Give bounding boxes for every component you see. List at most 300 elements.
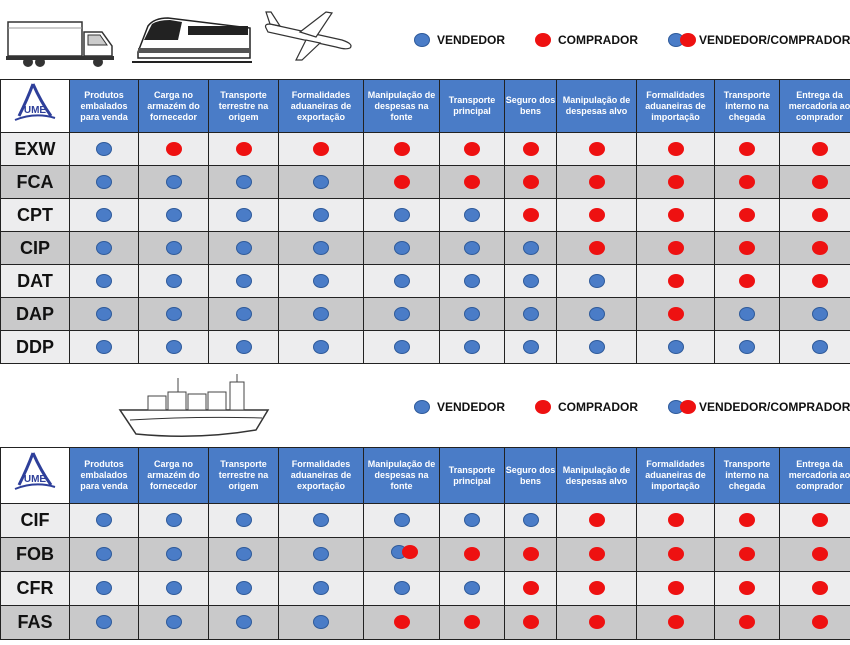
responsibility-cell — [637, 538, 715, 572]
header-row — [1, 448, 850, 504]
responsibility-cell — [139, 572, 209, 606]
ship-icon — [118, 372, 270, 442]
responsibility-cell — [715, 606, 780, 640]
incoterm-code: CIF — [1, 504, 70, 538]
responsibility-cell — [505, 504, 557, 538]
seller-dot-icon — [739, 340, 755, 354]
buyer-dot-icon — [589, 513, 605, 527]
responsibility-cell — [364, 331, 440, 364]
seller-dot-icon — [414, 33, 430, 47]
table-row — [1, 572, 850, 606]
responsibility-cell — [139, 265, 209, 298]
seller-dot-icon — [236, 307, 252, 321]
table-row — [1, 199, 850, 232]
column-header: Formalidades aduaneiras de exportação — [279, 448, 364, 504]
buyer-dot-icon — [739, 274, 755, 288]
seller-dot-icon — [166, 340, 182, 354]
incoterm-code: DAT — [1, 265, 70, 298]
buyer-dot-icon — [394, 142, 410, 156]
responsibility-cell — [139, 166, 209, 199]
buyer-dot-icon — [589, 175, 605, 189]
seller-dot-icon — [523, 241, 539, 255]
column-header: Carga no armazém do fornecedor — [139, 80, 209, 133]
responsibility-cell — [715, 133, 780, 166]
buyer-dot-icon — [812, 513, 828, 527]
seller-dot-icon — [236, 208, 252, 222]
buyer-dot-icon — [680, 33, 696, 47]
truck-icon — [6, 18, 118, 68]
responsibility-cell — [70, 133, 139, 166]
ume-logo — [11, 451, 59, 495]
seller-dot-icon — [236, 241, 252, 255]
airplane-icon — [262, 10, 357, 62]
table-row — [1, 606, 850, 640]
column-header: Manipulação de despesas na fonte — [364, 80, 440, 133]
buyer-dot-icon — [668, 208, 684, 222]
responsibility-cell — [637, 232, 715, 265]
buyer-dot-icon — [668, 513, 684, 527]
seller-dot-icon — [394, 274, 410, 288]
responsibility-cell — [440, 133, 505, 166]
buyer-dot-icon — [523, 581, 539, 595]
incoterm-code: EXW — [1, 133, 70, 166]
seller-dot-icon — [739, 307, 755, 321]
responsibility-cell — [715, 232, 780, 265]
responsibility-cell — [279, 538, 364, 572]
responsibility-cell — [715, 298, 780, 331]
responsibility-cell — [279, 572, 364, 606]
buyer-dot-icon — [236, 142, 252, 156]
responsibility-cell — [209, 298, 279, 331]
buyer-dot-icon — [523, 547, 539, 561]
responsibility-cell — [364, 538, 440, 572]
seller-dot-icon — [394, 513, 410, 527]
seller-dot-icon — [96, 547, 112, 561]
legend-both: VENDEDOR/COMPRADOR — [668, 400, 850, 414]
responsibility-cell — [440, 232, 505, 265]
responsibility-cell — [557, 538, 637, 572]
buyer-dot-icon — [739, 208, 755, 222]
seller-dot-icon — [414, 400, 430, 414]
responsibility-cell — [139, 504, 209, 538]
column-header: Manipulação de despesas alvo — [557, 80, 637, 133]
buyer-dot-icon — [739, 142, 755, 156]
responsibility-cell — [364, 298, 440, 331]
column-header: Produtos embalados para venda — [70, 80, 139, 133]
responsibility-cell — [70, 166, 139, 199]
seller-dot-icon — [523, 513, 539, 527]
seller-dot-icon — [96, 581, 112, 595]
table-row — [1, 504, 850, 538]
column-header: Seguro dos bens — [505, 80, 557, 133]
responsibility-cell — [505, 538, 557, 572]
responsibility-cell — [780, 538, 850, 572]
buyer-dot-icon — [739, 615, 755, 629]
responsibility-cell — [139, 331, 209, 364]
legend-seller: VENDEDOR — [414, 400, 505, 414]
seller-dot-icon — [812, 340, 828, 354]
buyer-dot-icon — [394, 615, 410, 629]
seller-dot-icon — [464, 513, 480, 527]
seller-dot-icon — [96, 340, 112, 354]
responsibility-cell — [209, 331, 279, 364]
seller-dot-icon — [313, 307, 329, 321]
responsibility-cell — [637, 133, 715, 166]
responsibility-cell — [139, 199, 209, 232]
seller-dot-icon — [96, 241, 112, 255]
responsibility-cell — [70, 572, 139, 606]
buyer-dot-icon — [402, 545, 418, 559]
column-header: Transporte principal — [440, 448, 505, 504]
table-row — [1, 298, 850, 331]
seller-dot-icon — [236, 547, 252, 561]
seller-dot-icon — [313, 340, 329, 354]
buyer-dot-icon — [812, 142, 828, 156]
buyer-dot-icon — [523, 175, 539, 189]
responsibility-cell — [440, 538, 505, 572]
responsibility-cell — [780, 298, 850, 331]
column-header: Carga no armazém do fornecedor — [139, 448, 209, 504]
responsibility-cell — [780, 265, 850, 298]
responsibility-cell — [70, 298, 139, 331]
incoterms-table-maritime — [0, 447, 850, 640]
responsibility-cell — [364, 199, 440, 232]
responsibility-cell — [209, 166, 279, 199]
buyer-dot-icon — [668, 175, 684, 189]
responsibility-cell — [780, 166, 850, 199]
table-row — [1, 265, 850, 298]
responsibility-cell — [780, 331, 850, 364]
seller-dot-icon — [313, 547, 329, 561]
logo-cell — [1, 448, 70, 504]
svg-text:UME: UME — [23, 104, 47, 116]
buyer-dot-icon — [812, 175, 828, 189]
buyer-dot-icon — [523, 615, 539, 629]
buyer-dot-icon — [668, 581, 684, 595]
seller-dot-icon — [394, 241, 410, 255]
responsibility-cell — [279, 199, 364, 232]
responsibility-cell — [209, 538, 279, 572]
responsibility-cell — [557, 133, 637, 166]
responsibility-cell — [780, 572, 850, 606]
seller-dot-icon — [464, 581, 480, 595]
column-header: Produtos embalados para venda — [70, 448, 139, 504]
responsibility-cell — [209, 265, 279, 298]
responsibility-cell — [364, 606, 440, 640]
responsibility-cell — [637, 298, 715, 331]
table-row — [1, 331, 850, 364]
seller-dot-icon — [96, 175, 112, 189]
seller-dot-icon — [313, 241, 329, 255]
seller-dot-icon — [589, 340, 605, 354]
responsibility-cell — [209, 133, 279, 166]
legend-bottom — [414, 400, 850, 414]
responsibility-cell — [557, 572, 637, 606]
responsibility-cell — [715, 166, 780, 199]
buyer-dot-icon — [313, 142, 329, 156]
responsibility-cell — [440, 265, 505, 298]
responsibility-cell — [557, 199, 637, 232]
responsibility-cell — [557, 265, 637, 298]
seller-dot-icon — [96, 208, 112, 222]
responsibility-cell — [364, 572, 440, 606]
responsibility-cell — [364, 504, 440, 538]
responsibility-cell — [70, 232, 139, 265]
table-row — [1, 133, 850, 166]
responsibility-cell — [279, 232, 364, 265]
responsibility-cell — [505, 572, 557, 606]
seller-dot-icon — [464, 307, 480, 321]
buyer-dot-icon — [589, 547, 605, 561]
legend-buyer: COMPRADOR — [535, 400, 638, 414]
seller-dot-icon — [394, 208, 410, 222]
responsibility-cell — [715, 504, 780, 538]
buyer-dot-icon — [589, 581, 605, 595]
buyer-dot-icon — [739, 175, 755, 189]
responsibility-cell — [780, 133, 850, 166]
column-header: Formalidades aduaneiras de importação — [637, 448, 715, 504]
buyer-dot-icon — [589, 241, 605, 255]
column-header: Entrega da mercadoria ao comprador — [780, 80, 850, 133]
seller-dot-icon — [668, 340, 684, 354]
seller-dot-icon — [236, 615, 252, 629]
responsibility-cell — [440, 504, 505, 538]
responsibility-cell — [505, 199, 557, 232]
responsibility-cell — [557, 504, 637, 538]
responsibility-cell — [279, 606, 364, 640]
responsibility-cell — [209, 504, 279, 538]
responsibility-cell — [440, 331, 505, 364]
buyer-dot-icon — [464, 142, 480, 156]
legend-top — [414, 33, 850, 47]
column-header: Formalidades aduaneiras de importação — [637, 80, 715, 133]
column-header: Manipulação de despesas na fonte — [364, 448, 440, 504]
responsibility-cell — [70, 331, 139, 364]
incoterm-code: FAS — [1, 606, 70, 640]
responsibility-cell — [557, 232, 637, 265]
responsibility-cell — [440, 572, 505, 606]
incoterm-code: CPT — [1, 199, 70, 232]
column-header: Transporte terrestre na origem — [209, 80, 279, 133]
legend-seller: VENDEDOR — [414, 33, 505, 47]
responsibility-cell — [139, 232, 209, 265]
buyer-dot-icon — [812, 581, 828, 595]
responsibility-cell — [557, 166, 637, 199]
seller-dot-icon — [166, 615, 182, 629]
responsibility-cell — [505, 298, 557, 331]
seller-dot-icon — [313, 615, 329, 629]
ume-logo — [11, 82, 59, 126]
responsibility-cell — [780, 504, 850, 538]
incoterm-code: CIP — [1, 232, 70, 265]
incoterm-code: FCA — [1, 166, 70, 199]
buyer-dot-icon — [589, 208, 605, 222]
buyer-dot-icon — [668, 142, 684, 156]
responsibility-cell — [715, 572, 780, 606]
responsibility-cell — [505, 166, 557, 199]
seller-dot-icon — [166, 513, 182, 527]
responsibility-cell — [440, 298, 505, 331]
responsibility-cell — [505, 232, 557, 265]
buyer-dot-icon — [812, 547, 828, 561]
buyer-dot-icon — [668, 274, 684, 288]
responsibility-cell — [440, 606, 505, 640]
seller-dot-icon — [313, 175, 329, 189]
responsibility-cell — [505, 265, 557, 298]
buyer-dot-icon — [812, 241, 828, 255]
responsibility-cell — [637, 265, 715, 298]
table-row — [1, 232, 850, 265]
column-header: Seguro dos bens — [505, 448, 557, 504]
column-header: Transporte interno na chegada — [715, 80, 780, 133]
legend-buyer: COMPRADOR — [535, 33, 638, 47]
buyer-dot-icon — [535, 400, 551, 414]
responsibility-cell — [780, 232, 850, 265]
responsibility-cell — [279, 504, 364, 538]
incoterm-code: FOB — [1, 538, 70, 572]
buyer-dot-icon — [812, 274, 828, 288]
buyer-dot-icon — [812, 208, 828, 222]
legend-both: VENDEDOR/COMPRADOR — [668, 33, 850, 47]
buyer-dot-icon — [166, 142, 182, 156]
header-row — [1, 80, 850, 133]
seller-dot-icon — [236, 274, 252, 288]
responsibility-cell — [70, 606, 139, 640]
column-header: Transporte terrestre na origem — [209, 448, 279, 504]
buyer-dot-icon — [523, 208, 539, 222]
seller-dot-icon — [589, 274, 605, 288]
seller-dot-icon — [166, 581, 182, 595]
seller-dot-icon — [96, 274, 112, 288]
buyer-dot-icon — [523, 142, 539, 156]
seller-dot-icon — [166, 307, 182, 321]
seller-dot-icon — [166, 241, 182, 255]
buyer-dot-icon — [668, 547, 684, 561]
responsibility-cell — [209, 199, 279, 232]
column-header: Transporte principal — [440, 80, 505, 133]
svg-text:UME: UME — [23, 474, 47, 485]
buyer-dot-icon — [464, 547, 480, 561]
seller-dot-icon — [236, 340, 252, 354]
seller-dot-icon — [313, 513, 329, 527]
column-header: Formalidades aduaneiras de exportação — [279, 80, 364, 133]
buyer-dot-icon — [464, 175, 480, 189]
responsibility-cell — [279, 331, 364, 364]
responsibility-cell — [209, 232, 279, 265]
table-row — [1, 166, 850, 199]
buyer-dot-icon — [589, 142, 605, 156]
seller-dot-icon — [464, 274, 480, 288]
buyer-dot-icon — [739, 513, 755, 527]
seller-dot-icon — [464, 208, 480, 222]
incoterms-table-multimodal — [0, 79, 850, 364]
seller-dot-icon — [394, 581, 410, 595]
responsibility-cell — [70, 265, 139, 298]
responsibility-cell — [70, 199, 139, 232]
buyer-dot-icon — [464, 615, 480, 629]
responsibility-cell — [139, 606, 209, 640]
incoterm-code: DAP — [1, 298, 70, 331]
seller-dot-icon — [166, 208, 182, 222]
responsibility-cell — [209, 572, 279, 606]
responsibility-cell — [139, 298, 209, 331]
responsibility-cell — [364, 133, 440, 166]
responsibility-cell — [209, 606, 279, 640]
buyer-dot-icon — [812, 615, 828, 629]
responsibility-cell — [279, 298, 364, 331]
train-icon — [132, 12, 252, 67]
responsibility-cell — [139, 538, 209, 572]
responsibility-cell — [505, 606, 557, 640]
seller-dot-icon — [166, 274, 182, 288]
incoterm-code: CFR — [1, 572, 70, 606]
buyer-dot-icon — [535, 33, 551, 47]
responsibility-cell — [715, 538, 780, 572]
buyer-dot-icon — [668, 307, 684, 321]
seller-dot-icon — [236, 175, 252, 189]
responsibility-cell — [440, 199, 505, 232]
column-header: Manipulação de despesas alvo — [557, 448, 637, 504]
responsibility-cell — [440, 166, 505, 199]
responsibility-cell — [364, 265, 440, 298]
seller-dot-icon — [464, 340, 480, 354]
responsibility-cell — [557, 606, 637, 640]
responsibility-cell — [70, 538, 139, 572]
responsibility-cell — [70, 504, 139, 538]
seller-dot-icon — [96, 615, 112, 629]
buyer-dot-icon — [589, 615, 605, 629]
responsibility-cell — [364, 232, 440, 265]
seller-dot-icon — [589, 307, 605, 321]
responsibility-cell — [780, 199, 850, 232]
seller-dot-icon — [523, 307, 539, 321]
responsibility-cell — [637, 331, 715, 364]
responsibility-cell — [364, 166, 440, 199]
seller-dot-icon — [96, 142, 112, 156]
seller-dot-icon — [236, 513, 252, 527]
seller-dot-icon — [313, 581, 329, 595]
seller-dot-icon — [96, 307, 112, 321]
buyer-dot-icon — [668, 241, 684, 255]
seller-dot-icon — [523, 340, 539, 354]
responsibility-cell — [279, 133, 364, 166]
seller-dot-icon — [166, 547, 182, 561]
seller-dot-icon — [464, 241, 480, 255]
seller-dot-icon — [166, 175, 182, 189]
buyer-dot-icon — [394, 175, 410, 189]
seller-dot-icon — [523, 274, 539, 288]
incoterm-code: DDP — [1, 331, 70, 364]
responsibility-cell — [715, 331, 780, 364]
buyer-dot-icon — [680, 400, 696, 414]
responsibility-cell — [279, 265, 364, 298]
seller-dot-icon — [313, 274, 329, 288]
seller-dot-icon — [313, 208, 329, 222]
seller-dot-icon — [96, 513, 112, 527]
table-row — [1, 538, 850, 572]
responsibility-cell — [637, 572, 715, 606]
logo-cell — [1, 80, 70, 133]
responsibility-cell — [637, 199, 715, 232]
responsibility-cell — [505, 331, 557, 364]
responsibility-cell — [637, 606, 715, 640]
buyer-dot-icon — [739, 241, 755, 255]
responsibility-cell — [780, 606, 850, 640]
seller-dot-icon — [394, 307, 410, 321]
responsibility-cell — [505, 133, 557, 166]
responsibility-cell — [279, 166, 364, 199]
responsibility-cell — [637, 166, 715, 199]
